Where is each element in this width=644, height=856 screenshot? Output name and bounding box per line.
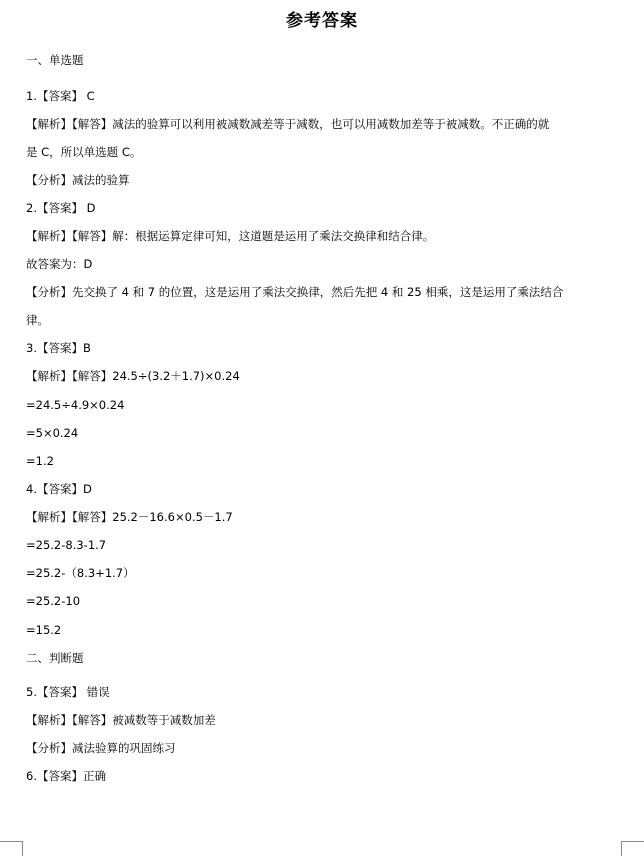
page-corner-mark-left — [0, 841, 23, 856]
analysis-line-q1: 【解析】【解答】减法的验算可以利用被减数减差等于减数，也可以用减数加差等于被减数。不正确的就 — [26, 117, 550, 131]
analysis-line-q2: 【解析】【解答】解：根据运算定律可知，这道题是运用了乘法交换律和结合律。 — [26, 229, 435, 243]
section-heading-judgment: 二、判断题 — [26, 651, 84, 665]
analysis-line-q3: 【解析】【解答】24.5÷(3.2＋1.7)×0.24 — [26, 369, 240, 383]
calc-step-q3-3: =1.2 — [26, 454, 54, 468]
calc-step-q4-4: =15.2 — [26, 623, 62, 637]
answer-line-q1: 1.【答案】 C — [26, 89, 95, 103]
calc-step-q3-2: =5×0.24 — [26, 426, 79, 440]
page-corner-mark-right — [621, 841, 644, 856]
summary-line-q2-cont: 律。 — [26, 313, 49, 327]
calc-step-q4-1: =25.2-8.3-1.7 — [26, 538, 107, 552]
analysis-line-q4: 【解析】【解答】25.2－16.6×0.5－1.7 — [26, 510, 233, 524]
summary-line-q2: 【分析】先交换了 4 和 7 的位置，这是运用了乘法交换律，然后先把 4 和 25 相乘，这是运用了乘法结合 — [26, 285, 564, 299]
result-line-q2: 故答案为：D — [26, 257, 93, 271]
analysis-line-q1-cont: 是 C，所以单选题 C。 — [26, 145, 142, 159]
answer-line-q4: 4.【答案】D — [26, 482, 92, 496]
answer-line-q5: 5.【答案】 错误 — [26, 685, 110, 699]
page-title: 参考答案 — [286, 11, 358, 31]
answer-line-q2: 2.【答案】 D — [26, 201, 96, 215]
calc-step-q4-3: =25.2-10 — [26, 594, 81, 608]
analysis-line-q5: 【解析】【解答】被减数等于减数加差 — [26, 713, 216, 727]
answer-line-q6: 6.【答案】正确 — [26, 769, 106, 783]
answer-line-q3: 3.【答案】B — [26, 341, 91, 355]
section-heading-single-choice: 一、单选题 — [26, 53, 84, 67]
calc-step-q4-2: =25.2-（8.3+1.7） — [26, 566, 135, 580]
summary-line-q1: 【分析】减法的验算 — [26, 173, 130, 187]
summary-line-q5: 【分析】减法验算的巩固练习 — [26, 741, 176, 755]
calc-step-q3-1: =24.5÷4.9×0.24 — [26, 398, 125, 412]
